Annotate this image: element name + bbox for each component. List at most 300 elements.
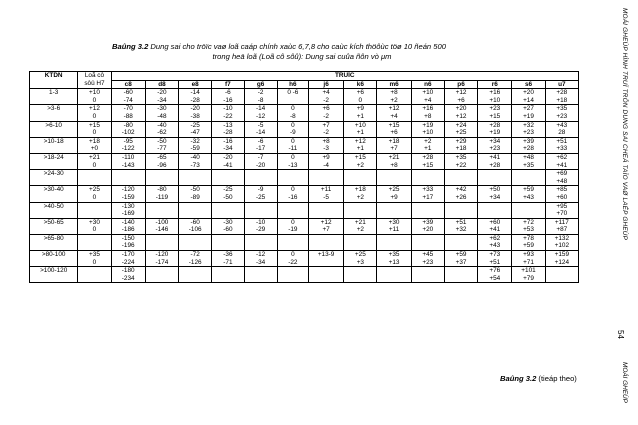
tolerance-cell-s6 xyxy=(512,153,545,169)
lower-deviation: +23 xyxy=(489,145,501,153)
lower-deviation: +60 xyxy=(556,193,568,201)
tolerance-cell-p6 xyxy=(444,121,477,137)
upper-deviation: -20 xyxy=(190,105,200,113)
lower-deviation xyxy=(378,242,409,250)
lower-deviation: -4 xyxy=(323,161,329,169)
lower-deviation xyxy=(147,178,177,186)
lower-deviation xyxy=(246,178,276,186)
lower-deviation xyxy=(345,210,375,218)
lower-deviation: 0 xyxy=(92,226,97,234)
tolerance-cell-n6 xyxy=(411,202,444,218)
upper-deviation: +51 xyxy=(455,218,467,226)
upper-deviation: +13-9 xyxy=(317,251,335,259)
lower-deviation: +7 xyxy=(390,145,398,153)
tolerance-cell-c8 xyxy=(111,251,145,267)
lower-deviation: +19 xyxy=(489,129,501,137)
tolerance-cell-u7 xyxy=(545,202,578,218)
header-shaft-r6: r6 xyxy=(478,80,512,89)
tolerance-cell-d8 xyxy=(145,121,178,137)
lower-deviation: +8 xyxy=(424,112,432,120)
upper-deviation xyxy=(378,170,409,178)
lower-deviation xyxy=(79,242,109,250)
upper-deviation: -65 xyxy=(157,153,167,161)
lower-deviation: -2 xyxy=(323,112,329,120)
tolerance-cell-h6 xyxy=(277,267,308,283)
upper-deviation: +12 xyxy=(455,89,467,97)
lower-deviation: +23 xyxy=(422,258,434,266)
lower-deviation: -88 xyxy=(123,112,133,120)
lower-deviation xyxy=(213,242,242,250)
upper-deviation: -70 xyxy=(123,105,133,113)
tolerance-cell-n6 xyxy=(411,137,444,153)
lower-deviation: +9 xyxy=(390,193,398,201)
upper-deviation: -20 xyxy=(157,89,167,97)
tolerance-cell-j6 xyxy=(308,137,343,153)
tolerance-cell-c8 xyxy=(111,186,145,202)
lower-deviation: -96 xyxy=(157,161,167,169)
upper-deviation: +35 xyxy=(556,105,568,113)
lower-deviation: +37 xyxy=(455,258,467,266)
tolerance-table-body xyxy=(30,89,579,283)
table-caption xyxy=(112,42,522,62)
tolerance-cell-r6 xyxy=(478,121,512,137)
lower-deviation: +23 xyxy=(523,129,534,137)
lower-deviation: 0 xyxy=(92,112,97,120)
tolerance-cell-g6 xyxy=(244,153,277,169)
tolerance-cell-j6 xyxy=(308,202,343,218)
upper-deviation xyxy=(279,235,307,243)
tolerance-cell-j6 xyxy=(308,153,343,169)
tolerance-cell-d8 xyxy=(145,153,178,169)
tolerance-cell-j6 xyxy=(308,186,343,202)
tolerance-cell-e8 xyxy=(179,170,212,186)
upper-deviation: 0 xyxy=(291,105,295,113)
tolerance-cell-p6 xyxy=(444,137,477,153)
size-range-cell: >65-80 xyxy=(30,234,78,250)
lower-deviation: -102 xyxy=(121,129,135,137)
tolerance-cell-d8 xyxy=(145,267,178,283)
upper-deviation: -50 xyxy=(157,137,167,145)
lower-deviation: +124 xyxy=(554,258,570,266)
upper-deviation: +21 xyxy=(388,153,400,161)
lower-deviation: +18 xyxy=(556,96,568,104)
tolerance-cell-p6 xyxy=(444,267,477,283)
lower-deviation: 0 xyxy=(92,129,97,137)
page-number: 54 xyxy=(616,330,625,339)
lower-deviation: +4 xyxy=(390,112,398,120)
lower-deviation: +3 xyxy=(356,258,364,266)
table-row xyxy=(30,202,579,218)
lower-deviation xyxy=(79,178,109,186)
tolerance-cell-r6 xyxy=(478,218,512,234)
lower-deviation: -62 xyxy=(157,129,167,137)
tolerance-cell-r6 xyxy=(478,153,512,169)
upper-deviation xyxy=(413,203,443,211)
upper-deviation: -180 xyxy=(121,267,135,275)
tolerance-cell-g6 xyxy=(244,218,277,234)
tolerance-cell-j6 xyxy=(308,218,343,234)
upper-deviation: 0 xyxy=(291,137,295,145)
lower-deviation: 0 xyxy=(92,258,97,266)
tolerance-cell-p6 xyxy=(444,234,477,250)
upper-deviation: 0 xyxy=(291,251,295,259)
tolerance-cell-f7 xyxy=(212,89,244,105)
upper-deviation: -120 xyxy=(121,186,135,194)
upper-deviation xyxy=(147,267,177,275)
upper-deviation: -72 xyxy=(190,251,200,259)
upper-deviation: +18 xyxy=(89,137,100,145)
header-row-1 xyxy=(30,72,579,81)
upper-deviation: -5 xyxy=(257,121,264,129)
upper-deviation: -6 xyxy=(257,137,264,145)
lower-deviation xyxy=(413,210,443,218)
upper-deviation xyxy=(246,267,276,275)
upper-deviation: +30 xyxy=(388,218,400,226)
lower-deviation xyxy=(446,242,476,250)
lower-deviation: -73 xyxy=(190,161,200,169)
tolerance-cell-j6 xyxy=(308,267,343,283)
upper-deviation xyxy=(279,267,307,275)
upper-deviation: +35 xyxy=(89,251,100,259)
tolerance-cell-d8 xyxy=(145,234,178,250)
tolerance-cell-j6 xyxy=(308,89,343,105)
lower-deviation xyxy=(413,242,443,250)
header-shaft-group: TRUÏC xyxy=(111,72,578,81)
upper-deviation xyxy=(213,170,242,178)
tolerance-cell-d8 xyxy=(145,202,178,218)
lower-deviation: -17 xyxy=(256,145,266,153)
tolerance-cell-n6 xyxy=(411,105,444,121)
lower-deviation: -59 xyxy=(190,145,200,153)
tolerance-cell-k6 xyxy=(344,251,377,267)
tolerance-cell-r6 xyxy=(478,89,512,105)
tolerance-cell-s6 xyxy=(512,251,545,267)
upper-deviation: -50 xyxy=(190,186,200,194)
upper-deviation: -14 xyxy=(190,89,200,97)
tolerance-cell-n6 xyxy=(411,251,444,267)
lower-deviation: -25 xyxy=(256,193,266,201)
upper-deviation: -2 xyxy=(257,89,264,97)
lower-deviation: +12 xyxy=(455,112,467,120)
upper-deviation: +48 xyxy=(523,153,534,161)
tolerance-cell-u7 xyxy=(545,251,578,267)
tolerance-cell-m6 xyxy=(377,234,411,250)
tolerance-cell-d8 xyxy=(145,251,178,267)
lower-deviation: +59 xyxy=(523,242,534,250)
tolerance-cell-f7 xyxy=(212,234,244,250)
upper-deviation: +34 xyxy=(489,137,501,145)
tolerance-cell-n6 xyxy=(411,234,444,250)
tolerance-cell-g6 xyxy=(244,267,277,283)
tolerance-cell-e8 xyxy=(179,202,212,218)
tolerance-cell-u7 xyxy=(545,121,578,137)
tolerance-cell-h6 xyxy=(277,234,308,250)
upper-deviation: +29 xyxy=(455,137,467,145)
tolerance-cell-f7 xyxy=(212,170,244,186)
lower-deviation: +2 xyxy=(356,161,364,169)
lower-deviation xyxy=(479,210,510,218)
upper-deviation: +27 xyxy=(523,105,534,113)
tolerance-cell-hole xyxy=(78,251,111,267)
tolerance-cell-r6 xyxy=(478,267,512,283)
header-shaft-f7: f7 xyxy=(212,80,244,89)
tolerance-cell-r6 xyxy=(478,170,512,186)
upper-deviation: +21 xyxy=(89,153,100,161)
lower-deviation: +19 xyxy=(523,112,534,120)
tolerance-cell-k6 xyxy=(344,121,377,137)
lower-deviation: -12 xyxy=(256,112,266,120)
lower-deviation: 0 xyxy=(358,96,363,104)
lower-deviation xyxy=(213,178,242,186)
lower-deviation: +15 xyxy=(489,112,501,120)
table-row xyxy=(30,170,579,186)
tolerance-cell-r6 xyxy=(478,105,512,121)
upper-deviation: +4 xyxy=(322,89,330,97)
header-ktdn: KTDN xyxy=(30,72,78,89)
tolerance-cell-hole xyxy=(78,105,111,121)
upper-deviation xyxy=(147,203,177,211)
lower-deviation xyxy=(246,210,276,218)
upper-deviation: +15 xyxy=(388,121,400,129)
tolerance-cell-s6 xyxy=(512,105,545,121)
upper-deviation: +51 xyxy=(556,137,568,145)
lower-deviation: -143 xyxy=(121,161,135,169)
tolerance-cell-m6 xyxy=(377,186,411,202)
tolerance-cell-s6 xyxy=(512,202,545,218)
tolerance-cell-s6 xyxy=(512,121,545,137)
tolerance-cell-r6 xyxy=(478,234,512,250)
upper-deviation: +18 xyxy=(388,137,400,145)
lower-deviation xyxy=(147,242,177,250)
upper-deviation: +18 xyxy=(354,186,366,194)
lower-deviation: +20 xyxy=(422,226,434,234)
upper-deviation: +39 xyxy=(422,218,434,226)
tolerance-cell-j6 xyxy=(308,170,343,186)
lower-deviation xyxy=(446,210,476,218)
lower-deviation: +70 xyxy=(556,210,568,218)
upper-deviation: +20 xyxy=(523,89,534,97)
tolerance-cell-h6 xyxy=(277,202,308,218)
upper-deviation: -30 xyxy=(223,218,233,226)
upper-deviation xyxy=(79,267,109,275)
lower-deviation: +79 xyxy=(523,274,534,282)
lower-deviation: -77 xyxy=(157,145,167,153)
tolerance-cell-c8 xyxy=(111,202,145,218)
lower-deviation: -19 xyxy=(288,226,298,234)
lower-deviation: +10 xyxy=(489,96,501,104)
table-row xyxy=(30,218,579,234)
lower-deviation: +6 xyxy=(457,96,465,104)
lower-deviation: +2 xyxy=(356,193,364,201)
lower-deviation: -11 xyxy=(288,145,298,153)
upper-deviation: -30 xyxy=(157,105,167,113)
lower-deviation xyxy=(246,275,276,283)
lower-deviation xyxy=(378,178,409,186)
tolerance-cell-n6 xyxy=(411,218,444,234)
upper-deviation: +117 xyxy=(554,218,569,226)
upper-deviation: 0 xyxy=(291,153,295,161)
upper-deviation: +16 xyxy=(422,105,434,113)
upper-deviation: -13 xyxy=(223,121,233,129)
tolerance-cell-d8 xyxy=(145,89,178,105)
tolerance-cell-d8 xyxy=(145,170,178,186)
lower-deviation: +32 xyxy=(455,226,467,234)
lower-deviation xyxy=(413,275,443,283)
upper-deviation xyxy=(246,170,276,178)
lower-deviation: -169 xyxy=(121,210,135,218)
lower-deviation xyxy=(345,178,375,186)
upper-deviation xyxy=(310,170,342,178)
size-range-cell: 1-3 xyxy=(30,89,78,105)
tolerance-cell-e8 xyxy=(179,105,212,121)
lower-deviation: +18 xyxy=(455,145,467,153)
tolerance-cell-p6 xyxy=(444,218,477,234)
tolerance-cell-p6 xyxy=(444,202,477,218)
lower-deviation: -48 xyxy=(157,112,167,120)
lower-deviation: -234 xyxy=(121,274,135,282)
tolerance-cell-n6 xyxy=(411,267,444,283)
lower-deviation: -47 xyxy=(190,129,200,137)
tolerance-cell-m6 xyxy=(377,153,411,169)
upper-deviation: +28 xyxy=(489,121,501,129)
upper-deviation: +9 xyxy=(322,153,330,161)
size-range-cell: >24-30 xyxy=(30,170,78,186)
size-range-cell: >100-120 xyxy=(30,267,78,283)
lower-deviation xyxy=(279,242,307,250)
lower-deviation: +28 xyxy=(523,145,534,153)
lower-deviation xyxy=(345,275,375,283)
upper-deviation xyxy=(378,267,409,275)
lower-deviation: -174 xyxy=(155,258,169,266)
tolerance-cell-g6 xyxy=(244,234,277,250)
upper-deviation: +62 xyxy=(556,153,568,161)
tolerance-cell-f7 xyxy=(212,267,244,283)
upper-deviation xyxy=(345,203,375,211)
upper-deviation xyxy=(310,203,342,211)
lower-deviation: 0 xyxy=(92,96,97,104)
tolerance-cell-hole xyxy=(78,234,111,250)
lower-deviation xyxy=(246,242,276,250)
lower-deviation: +4 xyxy=(424,96,432,104)
tolerance-cell-u7 xyxy=(545,186,578,202)
lower-deviation: -29 xyxy=(256,226,266,234)
continued-label: Baûng 3.2 xyxy=(500,374,537,383)
tolerance-cell-hole xyxy=(78,137,111,153)
upper-deviation: -32 xyxy=(190,137,200,145)
lower-deviation xyxy=(180,242,210,250)
tolerance-cell-n6 xyxy=(411,121,444,137)
tolerance-cell-h6 xyxy=(277,186,308,202)
upper-deviation: -60 xyxy=(190,218,200,226)
tolerance-cell-c8 xyxy=(111,153,145,169)
upper-deviation: -150 xyxy=(121,234,135,242)
upper-deviation: -80 xyxy=(123,121,133,129)
upper-deviation xyxy=(345,267,375,275)
upper-deviation: +132 xyxy=(554,234,570,242)
upper-deviation: +12 xyxy=(354,137,366,145)
lower-deviation: +1 xyxy=(356,112,364,120)
tolerance-cell-p6 xyxy=(444,153,477,169)
upper-deviation: -36 xyxy=(223,251,233,259)
header-shaft-p6: p6 xyxy=(444,80,477,89)
upper-deviation xyxy=(345,170,375,178)
lower-deviation: +43 xyxy=(489,242,501,250)
upper-deviation: 0 -6 xyxy=(287,89,299,97)
tolerance-cell-hole xyxy=(78,202,111,218)
caption-label: Baûng 3.2 xyxy=(112,42,149,51)
lower-deviation xyxy=(279,275,307,283)
upper-deviation: +25 xyxy=(89,186,100,194)
lower-deviation: -34 xyxy=(157,96,167,104)
upper-deviation xyxy=(279,170,307,178)
lower-deviation: +34 xyxy=(489,193,501,201)
lower-deviation: -146 xyxy=(155,226,169,234)
lower-deviation: -8 xyxy=(257,96,264,104)
upper-deviation: -16 xyxy=(223,137,233,145)
tolerance-cell-m6 xyxy=(377,202,411,218)
upper-deviation: +78 xyxy=(523,234,534,242)
tolerance-cell-s6 xyxy=(512,170,545,186)
header-shaft-m6: m6 xyxy=(377,80,411,89)
tolerance-cell-c8 xyxy=(111,121,145,137)
tolerance-cell-j6 xyxy=(308,251,343,267)
lower-deviation xyxy=(310,259,342,267)
tolerance-cell-u7 xyxy=(545,170,578,186)
upper-deviation: +93 xyxy=(523,251,534,259)
tolerance-cell-c8 xyxy=(111,137,145,153)
tolerance-cell-k6 xyxy=(344,267,377,283)
upper-deviation xyxy=(180,170,210,178)
tolerance-cell-e8 xyxy=(179,186,212,202)
header-shaft-s6: s6 xyxy=(512,80,545,89)
upper-deviation: +28 xyxy=(556,89,568,97)
upper-deviation: +19 xyxy=(422,121,434,129)
tolerance-cell-e8 xyxy=(179,153,212,169)
lower-deviation: -9 xyxy=(290,129,296,137)
table-row xyxy=(30,137,579,153)
header-shaft-c8: c8 xyxy=(111,80,145,89)
size-range-cell: >10-18 xyxy=(30,137,78,153)
lower-deviation xyxy=(113,178,144,186)
tolerance-cell-p6 xyxy=(444,89,477,105)
upper-deviation xyxy=(413,170,443,178)
lower-deviation xyxy=(147,275,177,283)
header-shaft-k6: k6 xyxy=(344,80,377,89)
upper-deviation: -40 xyxy=(190,153,200,161)
upper-deviation xyxy=(413,267,443,275)
tolerance-cell-p6 xyxy=(444,251,477,267)
tolerance-cell-hole xyxy=(78,218,111,234)
tolerance-cell-s6 xyxy=(512,267,545,283)
upper-deviation: +6 xyxy=(322,105,330,113)
tolerance-cell-m6 xyxy=(377,267,411,283)
tolerance-cell-e8 xyxy=(179,89,212,105)
header-shaft-j6: j6 xyxy=(308,80,343,89)
tolerance-cell-m6 xyxy=(377,218,411,234)
lower-deviation: +51 xyxy=(489,258,501,266)
continued-suffix: (tieáp theo) xyxy=(538,374,577,383)
upper-deviation: -9 xyxy=(257,186,264,194)
tolerance-cell-c8 xyxy=(111,218,145,234)
lower-deviation xyxy=(378,275,409,283)
tolerance-cell-d8 xyxy=(145,105,178,121)
lower-deviation: +71 xyxy=(523,258,534,266)
tolerance-cell-k6 xyxy=(344,170,377,186)
tolerance-cell-e8 xyxy=(179,137,212,153)
lower-deviation xyxy=(180,210,210,218)
upper-deviation: +50 xyxy=(489,186,501,194)
upper-deviation: +8 xyxy=(322,137,330,145)
